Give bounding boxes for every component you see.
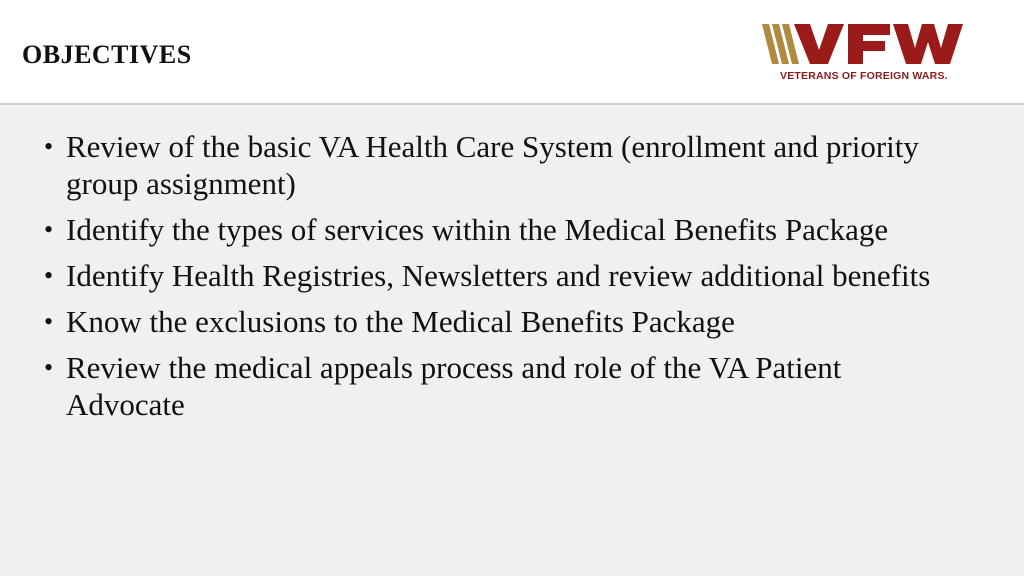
bullet-text: Review the medical appeals process and role of the VA Patient Advocate <box>66 350 842 422</box>
list-item <box>44 349 944 423</box>
vfw-wordmark-icon <box>760 20 985 68</box>
list-item <box>44 257 944 294</box>
bullet-icon: • <box>44 261 54 290</box>
bullet-text: Identify Health Registries, Newsletters and review additional benefits <box>66 258 931 293</box>
bullet-icon: • <box>44 353 54 382</box>
slide-header <box>0 0 1024 105</box>
objectives-list <box>44 128 944 432</box>
list-item <box>44 303 944 340</box>
bullet-icon: • <box>44 215 54 244</box>
bullet-text: Review of the basic VA Health Care System (enrollment and priority group assignment) <box>66 129 919 201</box>
slide-title: OBJECTIVES <box>22 40 192 69</box>
list-item <box>44 128 944 202</box>
bullet-icon: • <box>44 132 54 161</box>
bullet-text: Know the exclusions to the Medical Benefits Package <box>66 304 735 339</box>
list-item <box>44 211 944 248</box>
bullet-text: Identify the types of services within the Medical Benefits Package <box>66 212 889 247</box>
logo-tagline: VETERANS OF FOREIGN WARS. <box>780 70 948 82</box>
bullet-icon: • <box>44 307 54 336</box>
vfw-logo <box>760 20 985 90</box>
